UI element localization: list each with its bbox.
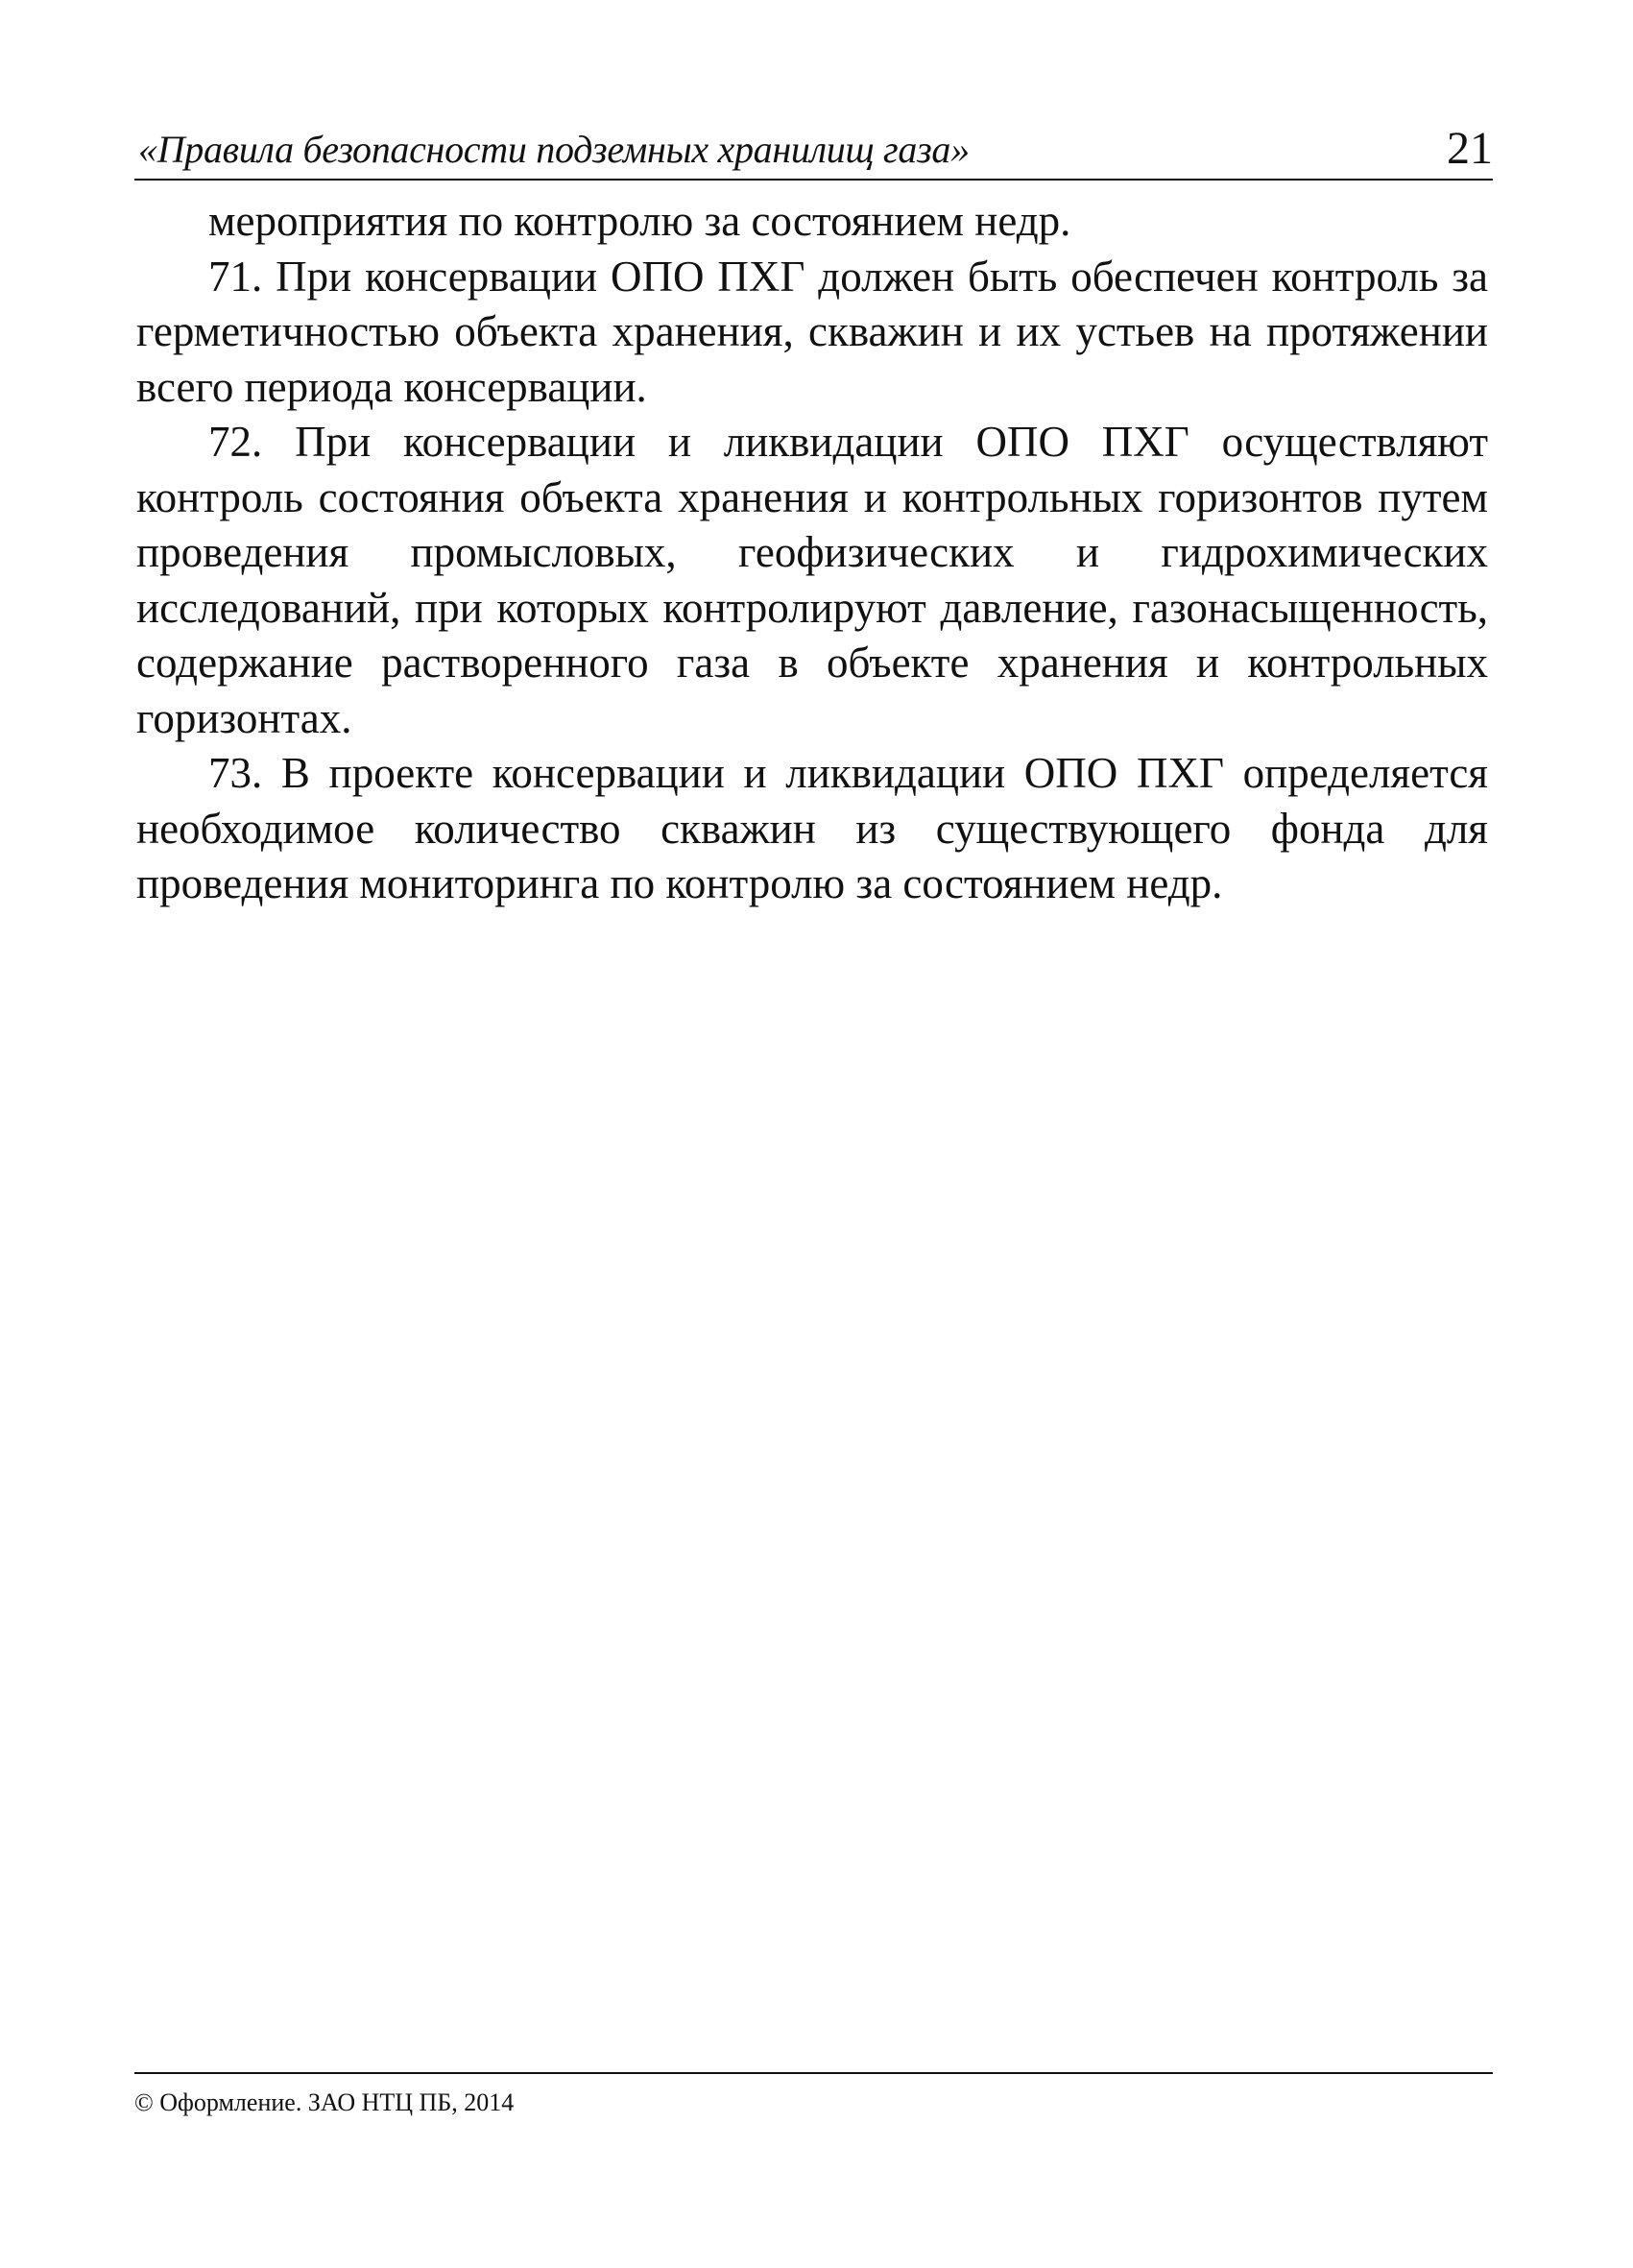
footer [134, 2072, 1493, 2118]
paragraph-72: 72. При консервации и ликвидации ОПО ПХГ осуществляют контроль состояния объекта хранения и контрольных горизонтов путем проведения промысловых, геофизических и гидрохимических исследований, при которых контролируют давление, газонасыщенность, содержание растворенного газа в объекте хранения и контрольных горизонтах. [136, 418, 1488, 742]
paragraph-71: 71. При консервации ОПО ПХГ должен быть обеспечен контроль за герметичностью объекта хранения, скважин и их устьев на протяжении всего периода консервации. [136, 252, 1488, 411]
body-text [136, 194, 1488, 912]
paragraph-73: 73. В проекте консервации и ликвидации ОПО ПХГ определяется необходимое количество скважин из существующего фонда для проведения мониторинга по контролю за состоянием недр. [136, 749, 1488, 907]
header-title: «Правила безопасности подземных хранилищ газа» [138, 128, 970, 171]
copyright-note: © Оформление. ЗАО НТЦ ПБ, 2014 [134, 2088, 515, 2116]
paragraph-continuation: мероприятия по контролю за состоянием недр. [208, 197, 1071, 245]
page-number: 21 [1447, 123, 1493, 174]
running-header [134, 123, 1493, 181]
